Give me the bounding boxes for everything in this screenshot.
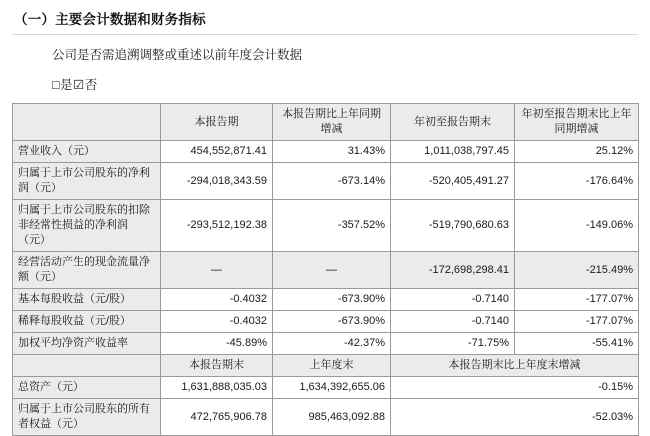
row-value: -42.37%	[273, 333, 391, 355]
row-value: 31.43%	[273, 141, 391, 163]
table-row	[13, 163, 639, 200]
row-value: -177.07%	[515, 289, 639, 311]
title-divider	[12, 34, 638, 35]
row-value: -149.06%	[515, 200, 639, 252]
row-value: -215.49%	[515, 252, 639, 289]
row-value: 25.12%	[515, 141, 639, 163]
table-subheader-cell-1: 本报告期末	[161, 355, 273, 377]
row-value: -0.7140	[391, 289, 515, 311]
row-label: 加权平均净资产收益率	[13, 333, 161, 355]
row-value: 454,552,871.41	[161, 141, 273, 163]
table-subheader-cell-3: 本报告期末比上年度末增减	[391, 355, 639, 377]
table-subheader-cell-0	[13, 355, 161, 377]
table-header-cell-2: 本报告期比上年同期增减	[273, 104, 391, 141]
table-header-cell-1: 本报告期	[161, 104, 273, 141]
row-value: -357.52%	[273, 200, 391, 252]
row-label: 归属于上市公司股东的净利润（元）	[13, 163, 161, 200]
row-value: -0.4032	[161, 289, 273, 311]
row-value: 472,765,906.78	[161, 399, 273, 436]
page-title: （一）主要会计数据和财务指标	[14, 12, 206, 27]
row-value: 1,631,888,035.03	[161, 377, 273, 399]
table-row	[13, 141, 639, 163]
row-value: -52.03%	[391, 399, 639, 436]
row-label: 营业收入（元）	[13, 141, 161, 163]
retrospective-adjustment-question: 公司是否需追溯调整或重述以前年度会计数据	[52, 48, 303, 62]
table-header-cell-4: 年初至报告期末比上年同期增减	[515, 104, 639, 141]
row-value: 1,634,392,655.06	[273, 377, 391, 399]
row-label: 归属于上市公司股东的扣除非经常性损益的净利润（元）	[13, 200, 161, 252]
row-value: -172,698,298.41	[391, 252, 515, 289]
row-value: 1,011,038,797.45	[391, 141, 515, 163]
row-value: -55.41%	[515, 333, 639, 355]
row-value: —	[273, 252, 391, 289]
row-value: -0.4032	[161, 311, 273, 333]
row-value: -293,512,192.38	[161, 200, 273, 252]
table-header-cell-0	[13, 104, 161, 141]
table-row	[13, 399, 639, 436]
row-value: -177.07%	[515, 311, 639, 333]
row-value: -673.14%	[273, 163, 391, 200]
row-label: 稀释每股收益（元/股）	[13, 311, 161, 333]
row-value: 985,463,092.88	[273, 399, 391, 436]
row-value: -519,790,680.63	[391, 200, 515, 252]
row-label: 总资产（元）	[13, 377, 161, 399]
row-value: -176.64%	[515, 163, 639, 200]
table-row	[13, 252, 639, 289]
row-value: -71.75%	[391, 333, 515, 355]
table-subheader-row	[13, 355, 639, 377]
table-subheader-cell-2: 上年度末	[273, 355, 391, 377]
table-header-row	[13, 104, 639, 141]
table-header-cell-3: 年初至报告期末	[391, 104, 515, 141]
table-row	[13, 377, 639, 399]
row-value: -520,405,491.27	[391, 163, 515, 200]
row-value: -45.89%	[161, 333, 273, 355]
table-row	[13, 200, 639, 252]
yes-no-checkboxes[interactable]: □是☑否	[52, 78, 98, 92]
row-label: 基本每股收益（元/股）	[13, 289, 161, 311]
table-row	[13, 311, 639, 333]
row-value: -294,018,343.59	[161, 163, 273, 200]
row-value: -0.15%	[391, 377, 639, 399]
table-row	[13, 289, 639, 311]
row-label: 归属于上市公司股东的所有者权益（元）	[13, 399, 161, 436]
row-value: -0.7140	[391, 311, 515, 333]
table-row	[13, 333, 639, 355]
row-value: -673.90%	[273, 311, 391, 333]
row-value: -673.90%	[273, 289, 391, 311]
row-value: —	[161, 252, 273, 289]
row-label: 经营活动产生的现金流量净额（元）	[13, 252, 161, 289]
financial-data-table	[12, 103, 639, 436]
